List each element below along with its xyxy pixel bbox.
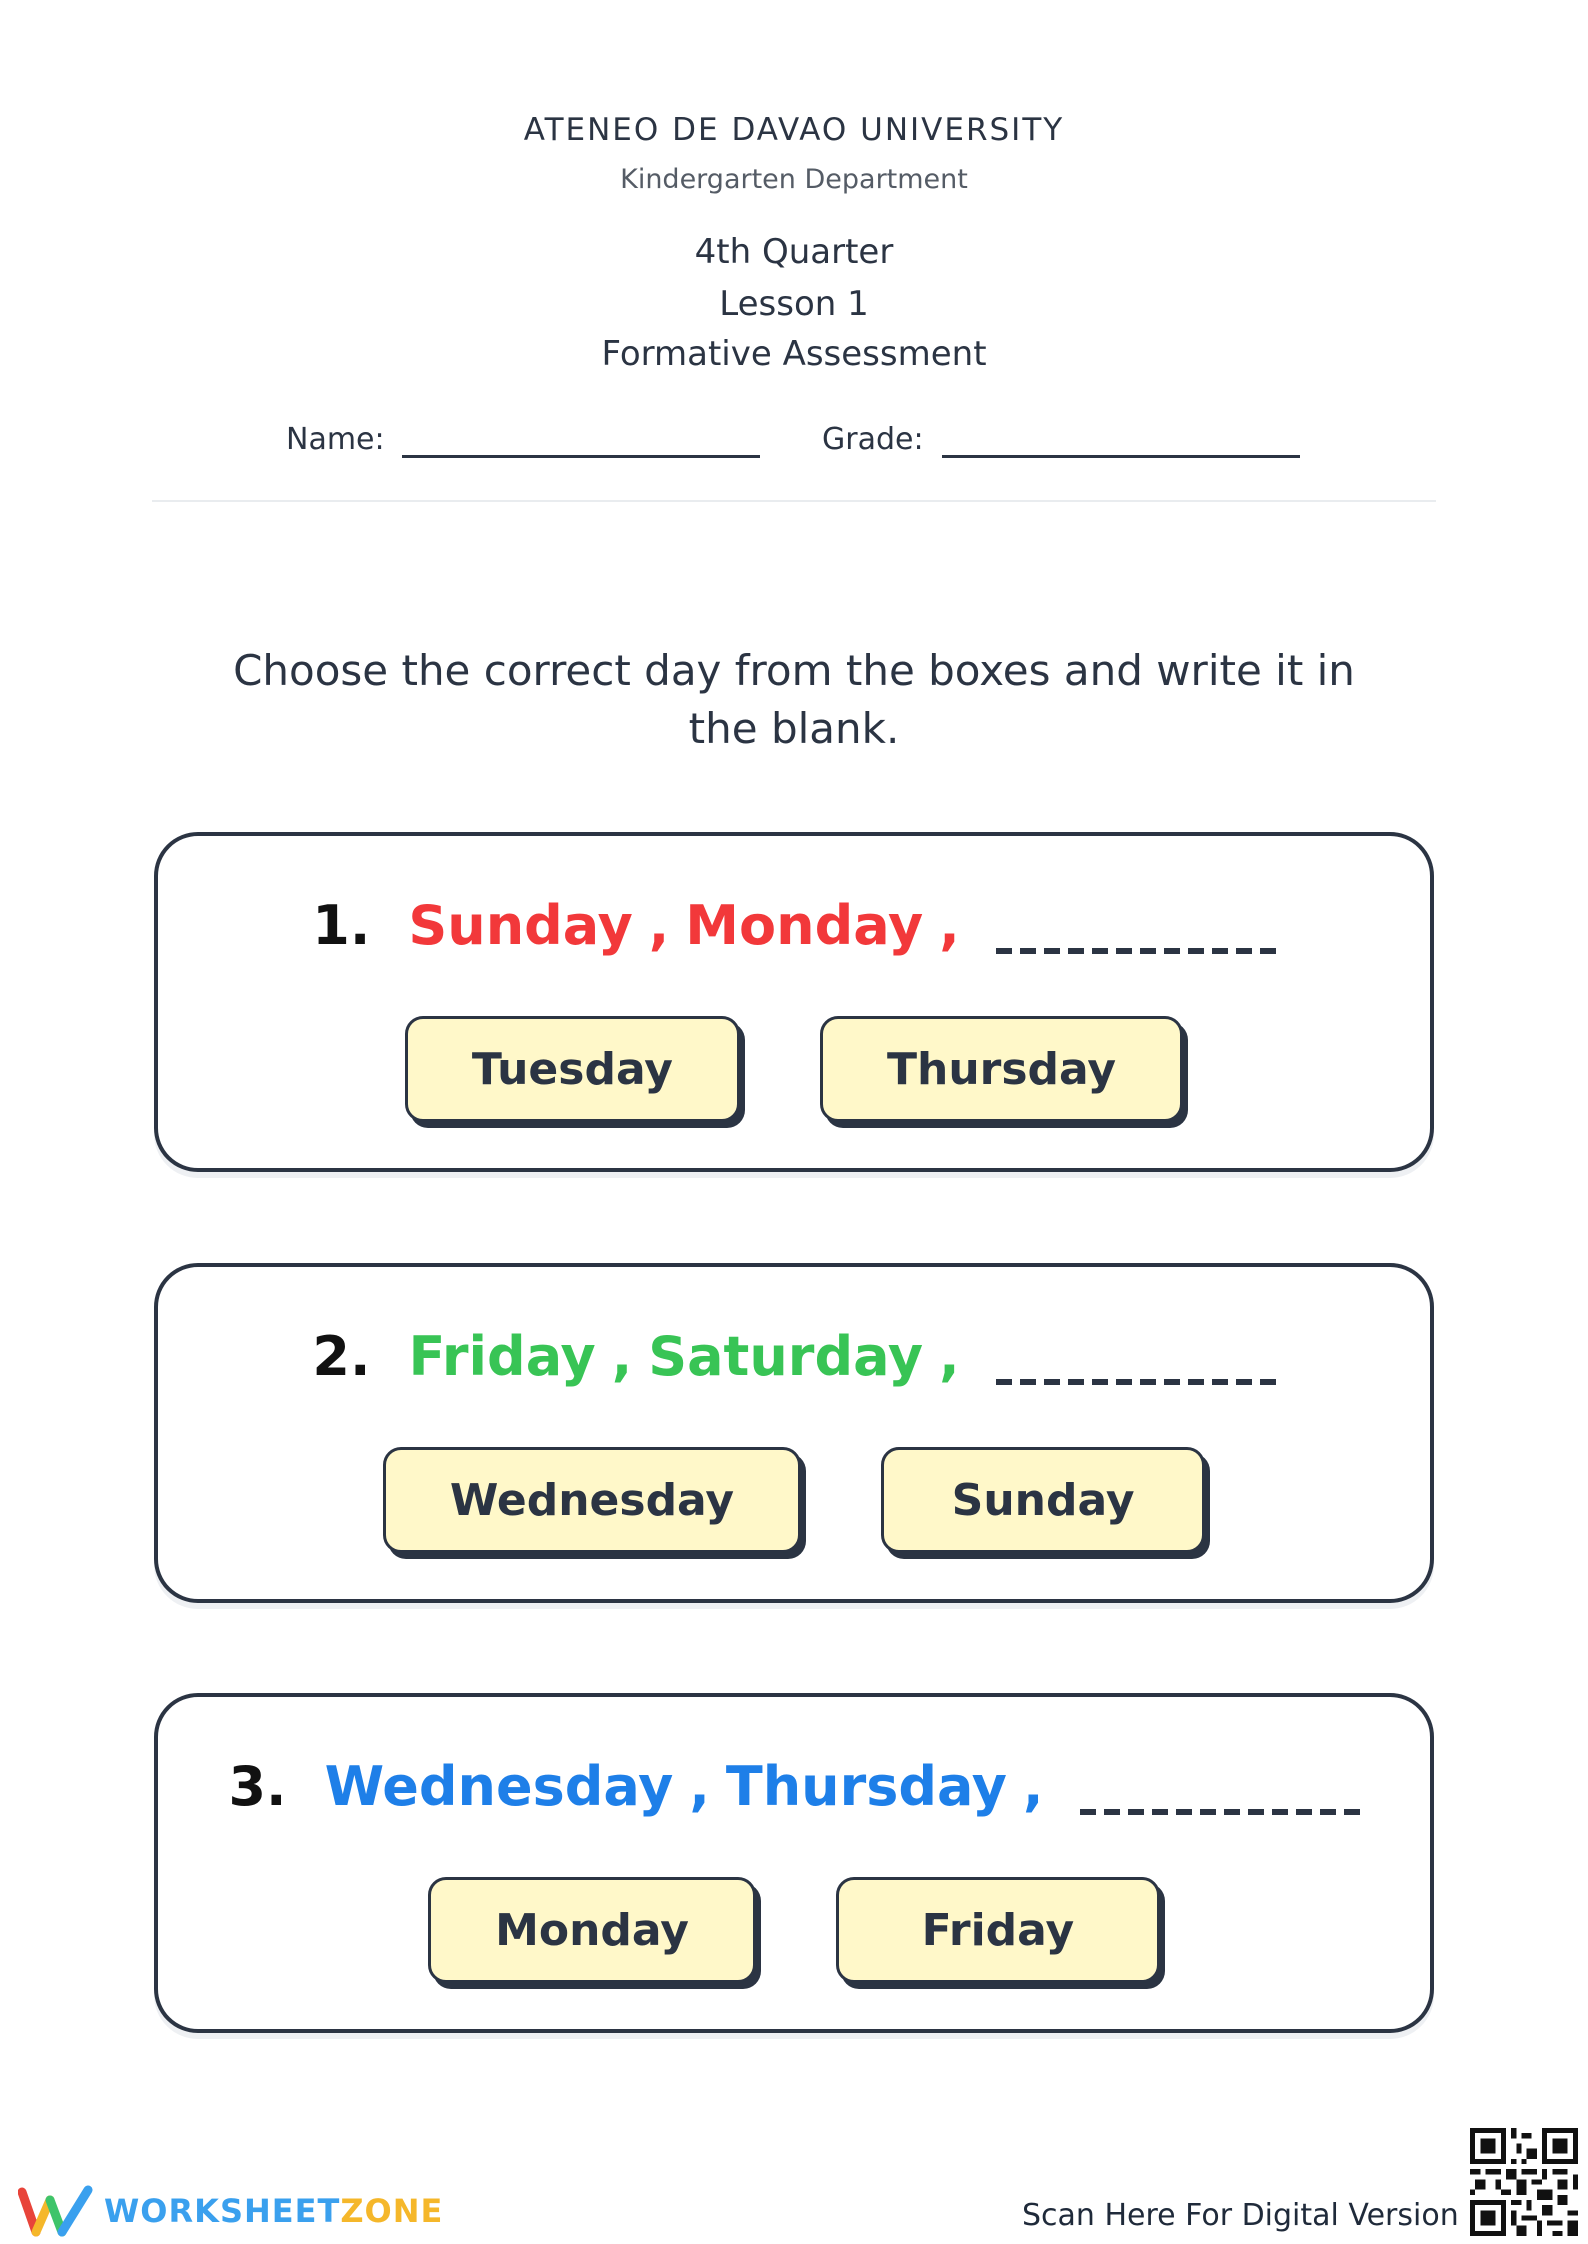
choice-button[interactable]: Monday <box>428 1877 756 1983</box>
question-day-2: Thursday <box>725 1755 1007 1818</box>
department-name: Kindergarten Department <box>620 164 968 195</box>
school-name: ATENEO DE DAVAO UNIVERSITY <box>523 112 1065 148</box>
separator: , <box>611 1325 633 1388</box>
choices-row <box>158 1877 1430 1983</box>
separator: , <box>689 1755 710 1818</box>
question-day-1: Friday <box>408 1325 596 1388</box>
choices-row <box>158 1447 1430 1553</box>
name-label: Name: <box>286 422 385 457</box>
logo-text-part2: ZONE <box>340 2192 444 2230</box>
question-box-2 <box>154 1263 1434 1603</box>
choices-row <box>158 1016 1430 1122</box>
worksheetzone-logo-icon <box>18 2182 94 2240</box>
choice-button[interactable]: Sunday <box>881 1447 1205 1553</box>
worksheetzone-logo[interactable] <box>18 2182 443 2240</box>
question-box-1 <box>154 832 1434 1172</box>
question-day-1: Wednesday <box>324 1755 674 1818</box>
separator: , <box>939 1325 960 1388</box>
choice-button[interactable]: Wednesday <box>383 1447 801 1553</box>
name-field[interactable] <box>402 455 760 458</box>
question-number: 1. <box>312 894 371 957</box>
quarter-title: 4th Quarter <box>694 232 894 272</box>
separator: , <box>1023 1755 1044 1818</box>
lesson-title: Lesson 1 <box>719 284 869 324</box>
choice-button[interactable]: Friday <box>836 1877 1160 1983</box>
answer-blank[interactable] <box>996 948 1276 954</box>
question-day-2: Saturday <box>648 1325 924 1388</box>
question-box-3 <box>154 1693 1434 2033</box>
grade-field[interactable] <box>942 455 1300 458</box>
choice-button[interactable]: Tuesday <box>405 1016 740 1122</box>
scan-text: Scan Here For Digital Version <box>1022 2198 1459 2233</box>
logo-text-part1: WORKSHEET <box>104 2192 341 2230</box>
question-line-3 <box>158 1755 1430 1818</box>
answer-blank[interactable] <box>996 1379 1276 1385</box>
question-day-1: Sunday <box>408 894 633 957</box>
separator: , <box>939 894 960 957</box>
instruction-text: Choose the correct day from the boxes and write it in the blank. <box>233 646 1355 753</box>
qr-code-icon[interactable] <box>1470 2128 1578 2236</box>
question-line-1 <box>158 894 1430 957</box>
answer-blank[interactable] <box>1080 1809 1360 1815</box>
logo-text <box>104 2192 443 2230</box>
assessment-title: Formative Assessment <box>601 334 987 374</box>
question-number: 3. <box>228 1755 287 1818</box>
header-divider <box>152 500 1436 502</box>
separator: , <box>648 894 670 957</box>
question-day-2: Monday <box>685 894 924 957</box>
question-line-2 <box>158 1325 1430 1388</box>
grade-label: Grade: <box>822 422 924 457</box>
choice-button[interactable]: Thursday <box>820 1016 1183 1122</box>
question-number: 2. <box>312 1325 371 1388</box>
